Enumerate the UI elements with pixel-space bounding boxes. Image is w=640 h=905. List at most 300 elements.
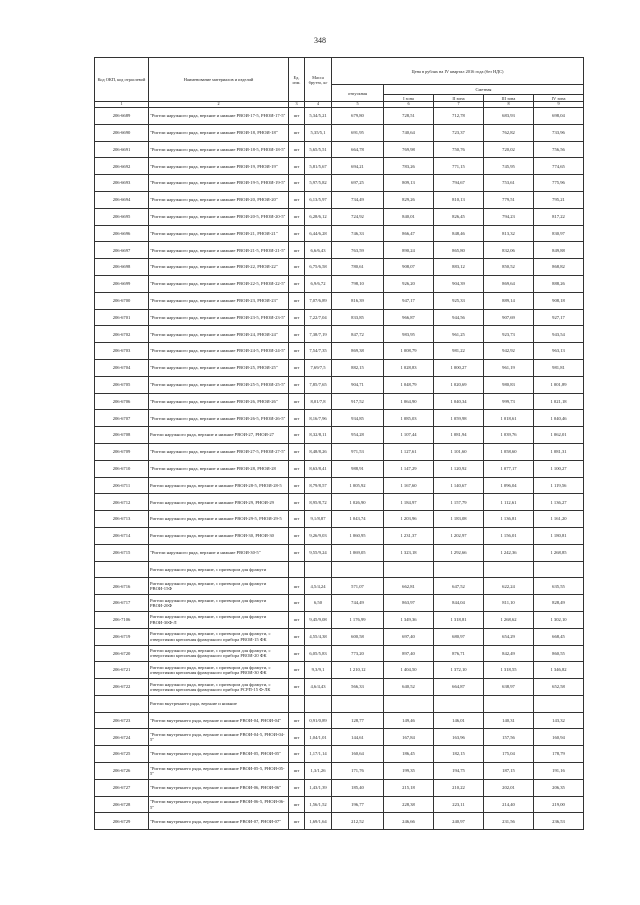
cell-release-price: 971,53 [332,443,384,460]
cell-zone3-price: 214,40 [484,796,534,813]
cell-zone3-price: 202,01 [484,779,534,796]
table-row [95,259,584,276]
cell-zone3-price: 175,04 [484,746,534,763]
cell-zone4-price: 191,16 [534,763,584,780]
cell-zone1-price: 897,40 [384,645,434,662]
cell-zone2-price: 771,15 [434,158,484,175]
table-row [95,460,584,477]
cell-mass: 9,45/9,08 [305,611,332,628]
cell-zone1-price: 840,01 [384,208,434,225]
cell-name: "Ригели наружного ряда, верхние и нижние РВОИ-22, РНОИ-22" [149,259,289,276]
cell-zone1-price: 149,46 [384,712,434,729]
cell-code: 206-6693 [95,175,149,192]
cell-unit: шт [289,796,305,813]
cell-zone4-price: 868,82 [534,259,584,276]
cell-mass: 1,3/1,26 [305,763,332,780]
cell-zone4-price [534,695,584,712]
cell-zone4-price: 1 180,81 [534,527,584,544]
cell-code: 206-6713 [95,511,149,528]
cell-code: 206-6692 [95,158,149,175]
cell-zone2-price: 1 101,60 [434,443,484,460]
cell-name: "Ригели наружного ряда, верхние и нижние РВОИ-21, РНОИ-21" [149,225,289,242]
cell-release-price: 773,20 [332,645,384,662]
cell-name: "Ригели наружного ряда, верхние и нижние РВОИ-23, РНОИ-23" [149,292,289,309]
cell-release-price: 1 176,99 [332,611,384,628]
cell-unit: шт [289,158,305,175]
cell-zone3-price: 961,19 [484,359,534,376]
index-cell: 6 [384,102,434,108]
cell-release-price [332,695,384,712]
cell-zone2-price: 182,15 [434,746,484,763]
cell-zone1-price: 1 127,61 [384,443,434,460]
table-row [95,393,584,410]
cell-unit: шт [289,662,305,679]
cell-mass: 8,32/8,11 [305,427,332,444]
cell-name: "Ригели наружного ряда, верхние и нижние РВОИ-25, РНОИ-25" [149,359,289,376]
table-row [95,662,584,679]
cell-zone3-price: 923,73 [484,326,534,343]
cell-mass: 5,81/5,67 [305,158,332,175]
cell-code: 206-6710 [95,460,149,477]
cell-name: Ригели внутреннего ряда, верхние и нижние [149,695,289,712]
cell-mass: 7,07/6,89 [305,292,332,309]
cell-zone4-price: 1 040,46 [534,410,584,427]
cell-zone4-price: 828,49 [534,595,584,612]
cell-mass: 7,22/7,04 [305,309,332,326]
cell-name: "Ригели наружного ряда, верхние и нижние РВОИ-23-5, РНОИ-23-5" [149,309,289,326]
cell-zone1-price: 199,35 [384,763,434,780]
cell-zone1-price: 966,87 [384,309,434,326]
cell-name: Ригели наружного ряда, верхние, с притвором для фрамуги, с отверстиями крепления фрамужного прибора РСРП-15 Ф-ЛК [149,679,289,696]
cell-zone2-price: 723,37 [434,124,484,141]
cell-mass: 1,43/1,39 [305,779,332,796]
cell-zone2-price: 1 120,92 [434,460,484,477]
cell-name: "Ригели внутреннего ряда, верхние и нижние РВОИ-06-5, РНОИ-06-5" [149,796,289,813]
cell-zone4-price: 1 001,89 [534,376,584,393]
cell-mass: 5,34/5,21 [305,108,332,125]
cell-zone1-price: 1 167,60 [384,477,434,494]
cell-unit: шт [289,763,305,780]
cell-zone2-price: 944,56 [434,309,484,326]
table-row [95,796,584,813]
cell-code: 206-6703 [95,343,149,360]
cell-code: 206-6690 [95,124,149,141]
cell-zone1-price: 1 147,29 [384,460,434,477]
cell-zone2-price: 1 081,94 [434,427,484,444]
cell-zone1-price: 1 203,96 [384,511,434,528]
cell-code: 206-6724 [95,729,149,746]
header-price-group: Цена в рублях на IV квартал 2016 года (без НДС) [332,58,584,85]
cell-zone1-price: 1 028,83 [384,359,434,376]
cell-code: 206-6689 [95,108,149,125]
cell-mass: 6,6/6,43 [305,242,332,259]
cell-zone4-price: 1 100,27 [534,460,584,477]
cell-zone1-price [384,695,434,712]
cell-release-price: 212,52 [332,813,384,830]
cell-zone3-price: 1 018,61 [484,410,534,427]
cell-zone1-price: 866,47 [384,225,434,242]
cell-zone2-price: 1 000,27 [434,359,484,376]
cell-name: "Ригели наружного ряда, верхние и нижние РВОИ-18-5, РНОИ-18-5" [149,141,289,158]
cell-unit: шт [289,645,305,662]
cell-zone3-price: 683,93 [484,108,534,125]
cell-name: Ригели наружного ряда, верхние, с притвором для фрамуги РВОИ-20Ф [149,595,289,612]
cell-zone2-price: 194,75 [434,763,484,780]
cell-zone4-price: 1 119,56 [534,477,584,494]
cell-zone2-price: 750,76 [434,141,484,158]
cell-release-price: 185,40 [332,779,384,796]
cell-zone2-price [434,561,484,578]
table-row [95,813,584,830]
cell-name: Ригели наружного ряда, верхние, с притвором для фрамуги, с отверстиями крепления фрамужного прибора РВОИ-20 ФК [149,645,289,662]
cell-zone1-price: 186,45 [384,746,434,763]
cell-name: "Ригели наружного ряда, верхние и нижние РВОИ-20-5, РНОИ-20-5" [149,208,289,225]
cell-code: 206-6716 [95,578,149,595]
cell-mass: 1,04/1,01 [305,729,332,746]
cell-zone1-price: 1 085,03 [384,410,434,427]
index-cell: 2 [149,102,289,108]
cell-zone4-price: 1 161,20 [534,511,584,528]
cell-mass: 7,69/7,5 [305,359,332,376]
cell-code: 206-6711 [95,477,149,494]
cell-zone1-price: 908,07 [384,259,434,276]
cell-zone4-price: 927,17 [534,309,584,326]
cell-release-price: 1 060,95 [332,527,384,544]
cell-zone3-price: 811,10 [484,595,534,612]
cell-zone1-price: 640,52 [384,679,434,696]
cell-zone2-price: 146,01 [434,712,484,729]
cell-unit: шт [289,494,305,511]
cell-zone3-price: 907,69 [484,309,534,326]
cell-code [95,561,149,578]
table-row [95,679,584,696]
cell-zone2-price: 1 059,98 [434,410,484,427]
cell-release-price: 724,92 [332,208,384,225]
cell-code: 206-6728 [95,796,149,813]
cell-code: 206-6708 [95,427,149,444]
cell-zone3-price: 999,73 [484,393,534,410]
header-zone1: I зона [384,95,434,102]
cell-name: Ригели наружного ряда, верхние и нижние РВОИ-27, РНОИ-27 [149,427,289,444]
cell-code: 206-6698 [95,259,149,276]
cell-name: "Ригели наружного ряда, верхние и нижние РВОИ-22-5, РНОИ-22-5" [149,275,289,292]
cell-release-price: 1 026,90 [332,494,384,511]
cell-unit: шт [289,108,305,125]
cell-zone4-price: 1 021,18 [534,393,584,410]
cell-name: "Ригели наружного ряда, верхние и нижние РВОИ-24, РНОИ-24" [149,326,289,343]
cell-code: 206-6699 [95,275,149,292]
table-row [95,141,584,158]
index-cell: 8 [484,102,534,108]
cell-zone2-price: 981,22 [434,343,484,360]
cell-zone1-price: 947,17 [384,292,434,309]
cell-name: "Ригели внутреннего ряда, верхние и нижние РВОИ-05, РНОИ-05" [149,746,289,763]
cell-unit: шт [289,359,305,376]
cell-release-price: 734,49 [332,191,384,208]
index-cell: 1 [95,102,149,108]
cell-zone2-price: 163,96 [434,729,484,746]
table-row [95,628,584,645]
cell-zone4-price: 817,22 [534,208,584,225]
cell-mass: 1,56/1,52 [305,796,332,813]
cell-zone1-price: 1 404,50 [384,662,434,679]
cell-unit: шт [289,729,305,746]
table-row [95,763,584,780]
cell-release-price: 1 005,92 [332,477,384,494]
cell-release-price: 566,33 [332,679,384,696]
cell-unit: шт [289,410,305,427]
cell-zone4-price: 236,53 [534,813,584,830]
cell-zone4-price: 1 081,31 [534,443,584,460]
cell-zone4-price: 963,13 [534,343,584,360]
page-number: 348 [314,36,326,45]
cell-zone3-price: 1 318,55 [484,662,534,679]
cell-release-price: 798,10 [332,275,384,292]
cell-zone1-price: 863,97 [384,595,434,612]
cell-zone2-price: 1 318,81 [434,611,484,628]
cell-name: "Ригели наружного ряда, верхние и нижние РВОИ-21-5, РНОИ-21-5" [149,242,289,259]
cell-mass: 1,17/1,14 [305,746,332,763]
cell-unit: шт [289,225,305,242]
cell-zone3-price: 813,32 [484,225,534,242]
cell-unit: шт [289,326,305,343]
cell-mass: 6,50 [305,595,332,612]
table-row [95,511,584,528]
cell-code: 206-6695 [95,208,149,225]
cell-zone1-price: 662,81 [384,578,434,595]
table-row [95,578,584,595]
table-row [95,729,584,746]
table-row [95,544,584,561]
cell-name: Ригели наружного ряда, верхние и нижние РВОИ-30, РНОИ-30 [149,527,289,544]
cell-unit [289,561,305,578]
header-zone2: II зона [434,95,484,102]
cell-unit: шт [289,191,305,208]
cell-zone3-price: 140,31 [484,712,534,729]
cell-zone4-price: 1 268,85 [534,544,584,561]
table-row [95,191,584,208]
cell-code: 206-6691 [95,141,149,158]
cell-release-price: 904,71 [332,376,384,393]
index-cell: 3 [289,102,305,108]
cell-zone4-price: 774,65 [534,158,584,175]
cell-code: 206-6729 [95,813,149,830]
cell-name: "Ригели наружного ряда, верхние и нижние РВОИ-30-5" [149,544,289,561]
table-row [95,561,584,578]
cell-unit: шт [289,275,305,292]
cell-name: "Ригели наружного ряда, верхние и нижние РВОИ-27-5, РНОИ-27-5" [149,443,289,460]
cell-name: Ригели наружного ряда, верхние, с притвором для фрамуги РВОИ-15Ф [149,578,289,595]
cell-zone3-price: 762,82 [484,124,534,141]
cell-release-price: 847,72 [332,326,384,343]
cell-release-price: 679,80 [332,108,384,125]
cell-zone4-price: 160,94 [534,729,584,746]
cell-zone1-price: 740,64 [384,124,434,141]
cell-mass: 0,91/0,89 [305,712,332,729]
cell-release-price: 917,52 [332,393,384,410]
cell-unit: шт [289,376,305,393]
cell-code: 206-6720 [95,645,149,662]
table-row [95,326,584,343]
cell-unit: шт [289,679,305,696]
cell-zone1-price: 1 008,79 [384,343,434,360]
cell-mass: 8,01/7,8 [305,393,332,410]
cell-code: 206-6705 [95,376,149,393]
cell-mass: 6,28/6,12 [305,208,332,225]
cell-zone3-price: 980,83 [484,376,534,393]
header-release: отпускная [332,85,384,102]
cell-unit: шт [289,124,305,141]
cell-unit: шт [289,309,305,326]
cell-unit: шт [289,343,305,360]
cell-code: 206-6726 [95,763,149,780]
cell-code: 206-6725 [95,746,149,763]
cell-zone3-price: 753,61 [484,175,534,192]
cell-zone2-price: 210,22 [434,779,484,796]
cell-zone2-price: 712,78 [434,108,484,125]
table-row [95,427,584,444]
table-row [95,645,584,662]
cell-code: 206-6697 [95,242,149,259]
table-row [95,175,584,192]
cell-zone1-price: 167,84 [384,729,434,746]
cell-mass: 6,9/6,72 [305,275,332,292]
cell-zone2-price: 876,71 [434,645,484,662]
cell-zone3-price: 1 058,60 [484,443,534,460]
cell-zone1-price: 769,98 [384,141,434,158]
cell-zone2-price: 1 292,66 [434,544,484,561]
cell-mass: 8,79/8,57 [305,477,332,494]
table-row [95,208,584,225]
cell-name: Ригели наружного ряда, верхние, с притвором для фрамуги [149,561,289,578]
cell-unit: шт [289,443,305,460]
cell-mass [305,561,332,578]
cell-unit: шт [289,578,305,595]
cell-unit: шт [289,242,305,259]
header-code: Код ОКП, код отраслевой [95,58,149,102]
cell-zone4-price: 1 136,27 [534,494,584,511]
cell-name: "Ригели наружного ряда, верхние и нижние РВОИ-28, РНОИ-28 [149,460,289,477]
header-unit: Ед. изм. [289,58,305,102]
cell-zone3-price: 638,97 [484,679,534,696]
table-row [95,343,584,360]
cell-unit: шт [289,746,305,763]
cell-zone2-price: 904,39 [434,275,484,292]
cell-mass: 9,3/9,1 [305,662,332,679]
table-row [95,359,584,376]
price-table [94,57,584,830]
table-row [95,595,584,612]
cell-unit: шт [289,477,305,494]
cell-mass: 6,13/5,97 [305,191,332,208]
cell-code: 206-6715 [95,544,149,561]
cell-zone3-price: 157,56 [484,729,534,746]
cell-zone4-price: 775,96 [534,175,584,192]
cell-zone1-price: 1 048,79 [384,376,434,393]
cell-release-price [332,561,384,578]
cell-mass: 7,54/7,35 [305,343,332,360]
cell-zone3-price: 889,14 [484,292,534,309]
table-row [95,527,584,544]
table-row [95,124,584,141]
table-row [95,292,584,309]
cell-release-price: 934,85 [332,410,384,427]
cell-code [95,695,149,712]
cell-zone3-price: 187,15 [484,763,534,780]
cell-release-price: 1 043,74 [332,511,384,528]
cell-release-price: 816,39 [332,292,384,309]
cell-mass: 6,44/6,28 [305,225,332,242]
cell-release-price: 196,77 [332,796,384,813]
cell-mass: 7,85/7,65 [305,376,332,393]
cell-release-price: 664,78 [332,141,384,158]
table-row [95,410,584,427]
cell-name: "Ригели наружного ряда, верхние и нижние РВОИ-26-5, РНОИ-26-5" [149,410,289,427]
table-body [95,108,584,830]
cell-release-price: 882,15 [332,359,384,376]
table-row [95,242,584,259]
cell-release-price: 694,21 [332,158,384,175]
cell-code: 206-6702 [95,326,149,343]
cell-code: 206-7106 [95,611,149,628]
cell-release-price: 571,07 [332,578,384,595]
header-zone4: IV зона [534,95,584,102]
cell-zone3-price: 745,95 [484,158,534,175]
table-row [95,746,584,763]
table-row [95,494,584,511]
cell-zone4-price: 635,55 [534,578,584,595]
cell-zone2-price: 925,33 [434,292,484,309]
cell-mass: 9,26/9,03 [305,527,332,544]
cell-zone4-price: 143,32 [534,712,584,729]
cell-zone1-price: 829,26 [384,191,434,208]
cell-zone3-price: 942,92 [484,343,534,360]
cell-zone3-price: 1 156,01 [484,527,534,544]
cell-zone4-price: 1 062,01 [534,427,584,444]
cell-zone2-price: 240,97 [434,813,484,830]
cell-zone2-price: 848,46 [434,225,484,242]
cell-release-price: 1 210,12 [332,662,384,679]
cell-unit: шт [289,779,305,796]
cell-unit: шт [289,292,305,309]
cell-zone1-price: 228,38 [384,796,434,813]
cell-name: "Ригели наружного ряда, верхние и нижние РВОИ-18, РНОИ-18" [149,124,289,141]
cell-code: 206-6714 [95,527,149,544]
index-cell: 7 [434,102,484,108]
cell-release-price: 1 069,05 [332,544,384,561]
cell-zone3-price: 832,06 [484,242,534,259]
cell-mass: 6,75/6,58 [305,259,332,276]
cell-zone1-price: 890,24 [384,242,434,259]
cell-mass: 6,05/5,83 [305,645,332,662]
cell-zone4-price: 849,88 [534,242,584,259]
cell-zone1-price: 1 349,36 [384,611,434,628]
cell-release-price: 869,38 [332,343,384,360]
cell-mass: 5,35/5,1 [305,124,332,141]
table-row [95,611,584,628]
cell-zone3-price: 1 077,17 [484,460,534,477]
cell-unit: шт [289,628,305,645]
cell-zone2-price: 1 020,69 [434,376,484,393]
cell-release-price: 763,59 [332,242,384,259]
cell-mass: 8,95/8,72 [305,494,332,511]
cell-release-price: 144,61 [332,729,384,746]
cell-mass: 8,16/7,96 [305,410,332,427]
cell-code: 206-6707 [95,410,149,427]
cell-zone1-price: 215,18 [384,779,434,796]
cell-unit: шт [289,427,305,444]
cell-zone4-price: 756,56 [534,141,584,158]
